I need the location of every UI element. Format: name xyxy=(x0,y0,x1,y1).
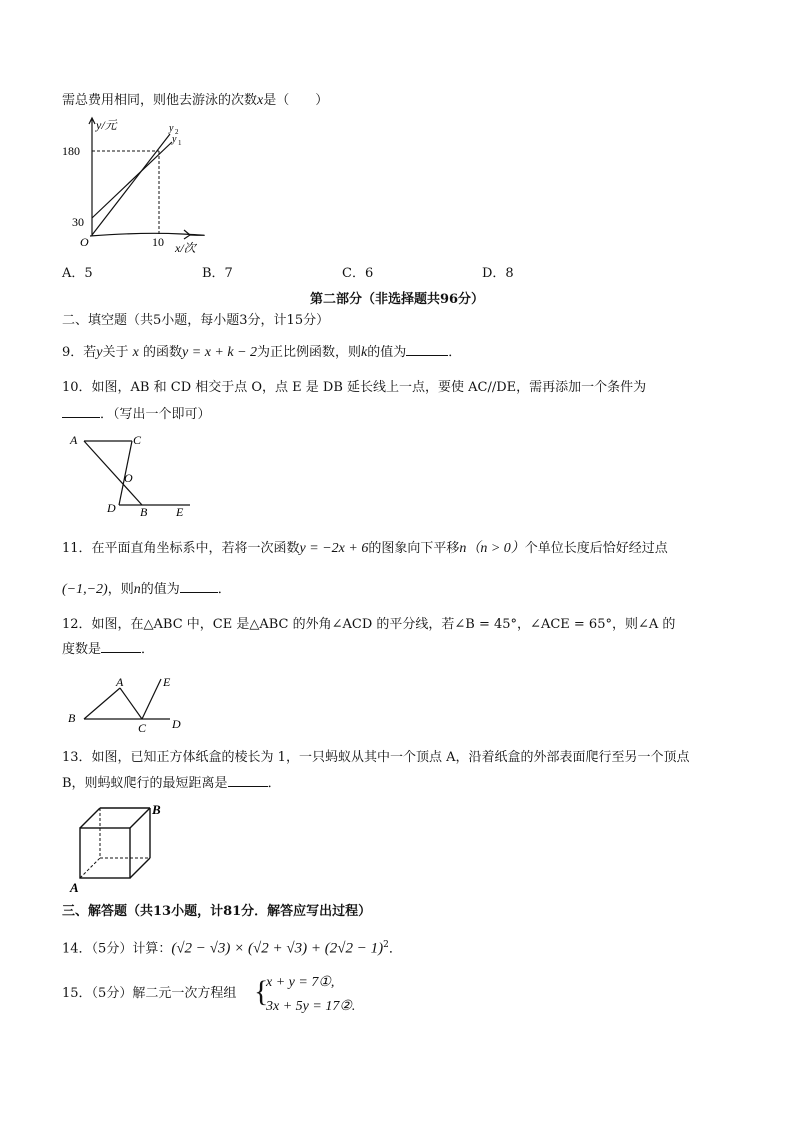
q13-answer-blank[interactable] xyxy=(228,774,268,787)
q11-text-d: ，则 xyxy=(107,582,134,597)
q11-n2: n xyxy=(133,582,141,597)
label-a: A xyxy=(70,433,78,447)
label-e: E xyxy=(176,505,184,519)
q14-expression: (√2 − √3) × (√2 + √3) + (2√2 − 1) xyxy=(171,940,384,957)
q8-option-a: A．5 xyxy=(62,266,93,281)
q12-line2 xyxy=(62,640,154,659)
label-d2: D xyxy=(172,717,181,731)
q11-text-b: 的图象向下平移 xyxy=(368,541,460,556)
q11-text-c: 个单位长度后恰好经过点 xyxy=(524,541,668,556)
line1-label: y xyxy=(172,134,177,145)
q10-line2 xyxy=(62,405,211,424)
label-c2: C xyxy=(138,721,147,734)
q9-suffix: 的值为 xyxy=(367,345,407,360)
q12-figure xyxy=(62,672,192,734)
segment-ce xyxy=(142,679,161,719)
q8-option-b: B．7 xyxy=(202,266,233,281)
q14-power: 2 xyxy=(383,940,389,950)
q9-formula: y = x + k − 2 xyxy=(182,345,258,360)
line2-sub: 2 xyxy=(175,128,179,136)
q9-x: x xyxy=(132,345,139,360)
q11-end: ． xyxy=(217,582,231,597)
q8-text2: 是（ ） xyxy=(263,93,329,108)
q9-k: k xyxy=(361,345,368,360)
q9-mid2: 的函数 xyxy=(143,345,183,360)
cube-edge-br xyxy=(130,858,150,878)
q11-answer-blank[interactable] xyxy=(180,580,218,593)
q15-brace: { xyxy=(254,975,269,1008)
q11-text-e: 的值为 xyxy=(140,582,180,597)
q13-line2 xyxy=(62,774,281,793)
label-b2: B xyxy=(68,711,76,725)
q13-cube-figure xyxy=(62,798,172,896)
q9-y: y xyxy=(96,345,103,360)
q15-prefix: 15．（5分）解二元一次方程组 xyxy=(62,986,237,1001)
label-o: O xyxy=(124,471,133,485)
x-axis xyxy=(90,233,204,236)
q10-answer-blank[interactable] xyxy=(62,405,100,418)
q8-var: x xyxy=(257,93,264,108)
segment-ab xyxy=(84,441,142,505)
q9-answer-blank[interactable] xyxy=(406,343,448,356)
q9-prefix: 9．若 xyxy=(62,345,97,360)
q8-text: 需总费用相同，则他去游泳的次数 xyxy=(62,93,258,108)
label-b: B xyxy=(140,505,148,519)
q8-stem xyxy=(62,92,328,110)
line2-label: y xyxy=(169,123,174,134)
q14 xyxy=(62,936,402,958)
y-tick-30: 30 xyxy=(72,215,84,229)
q11-n: n xyxy=(459,541,467,556)
cube-edge-tr xyxy=(130,808,150,828)
q9-end: ． xyxy=(448,345,462,360)
q11-point: (−1,−2) xyxy=(62,582,108,597)
x-tick-10: 10 xyxy=(152,235,164,249)
q10-line2-suffix: ．（写出一个即可） xyxy=(100,407,211,422)
q12-end: ． xyxy=(141,642,155,657)
q13-line1: 13．如图，已知正方体纸盒的棱长为 1，一只蚂蚁从其中一个顶点 A，沿着纸盒的外部表面爬行至另一个顶点 xyxy=(62,750,690,765)
q10-figure xyxy=(62,428,202,520)
line-y2 xyxy=(92,134,170,235)
q13-text: B，则蚂蚁爬行的最短距离是 xyxy=(62,776,228,791)
q11-formula: y = −2x + 6 xyxy=(299,541,369,556)
q8-graph xyxy=(62,114,212,256)
q14-end: ． xyxy=(388,941,402,957)
section3-header: 三、解答题（共13小题，计81分．解答应写出过程） xyxy=(62,904,372,919)
q10-line1: 10．如图，AB 和 CD 相交于点 O，点 E 是 DB 延长线上一点，要使 AC//DE，需再添加一个条件为 xyxy=(62,380,647,395)
q14-prefix: 14．（5分）计算： xyxy=(62,941,172,957)
q9 xyxy=(62,343,461,362)
q8-option-d: D．8 xyxy=(482,266,514,281)
label-c: C xyxy=(133,433,142,447)
q15-eq2: 3x + 5y = 17②. xyxy=(266,999,356,1014)
q13-end: ． xyxy=(267,776,281,791)
section2-header: 二、填空题（共5小题，每小题3分，计15分） xyxy=(62,313,330,328)
cube-label-a: A xyxy=(70,880,79,895)
q11-text-a: 11．在平面直角坐标系中，若将一次函数 xyxy=(62,541,300,556)
cube-label-b: B xyxy=(152,802,161,817)
q12-line1: 12．如图，在△ABC 中，CE 是△ABC 的外角∠ACD 的平分线，若∠B = 45°，∠ACE = 65°，则∠A 的 xyxy=(62,617,676,632)
q11-line2 xyxy=(62,580,231,599)
label-e2: E xyxy=(163,675,171,689)
q15-eq1: x + y = 7①, xyxy=(266,975,335,990)
segment-ba xyxy=(84,688,120,719)
line-y1 xyxy=(92,142,172,218)
label-d: D xyxy=(107,501,116,515)
cube-hidden-diagonal xyxy=(80,858,100,878)
q9-mid3: 为正比例函数，则 xyxy=(257,345,362,360)
q12-text: 度数是 xyxy=(62,642,102,657)
q11-cond: （n > 0） xyxy=(466,541,525,556)
q8-option-c: C．6 xyxy=(342,266,374,281)
part2-title: 第二部分（非选择题共96分） xyxy=(309,292,485,307)
q12-answer-blank[interactable] xyxy=(101,640,141,653)
cube-edge-tl xyxy=(80,808,100,828)
y-axis-label: y/元 xyxy=(96,118,117,132)
q9-mid1: 关于 xyxy=(102,345,129,360)
q11-line1 xyxy=(62,540,668,558)
origin-label: O xyxy=(80,235,89,249)
y-tick-180: 180 xyxy=(62,144,80,158)
label-a2: A xyxy=(116,675,124,689)
segment-ac2 xyxy=(120,688,142,719)
x-axis-label: x/次 xyxy=(175,241,196,255)
line1-sub: 1 xyxy=(178,139,182,147)
